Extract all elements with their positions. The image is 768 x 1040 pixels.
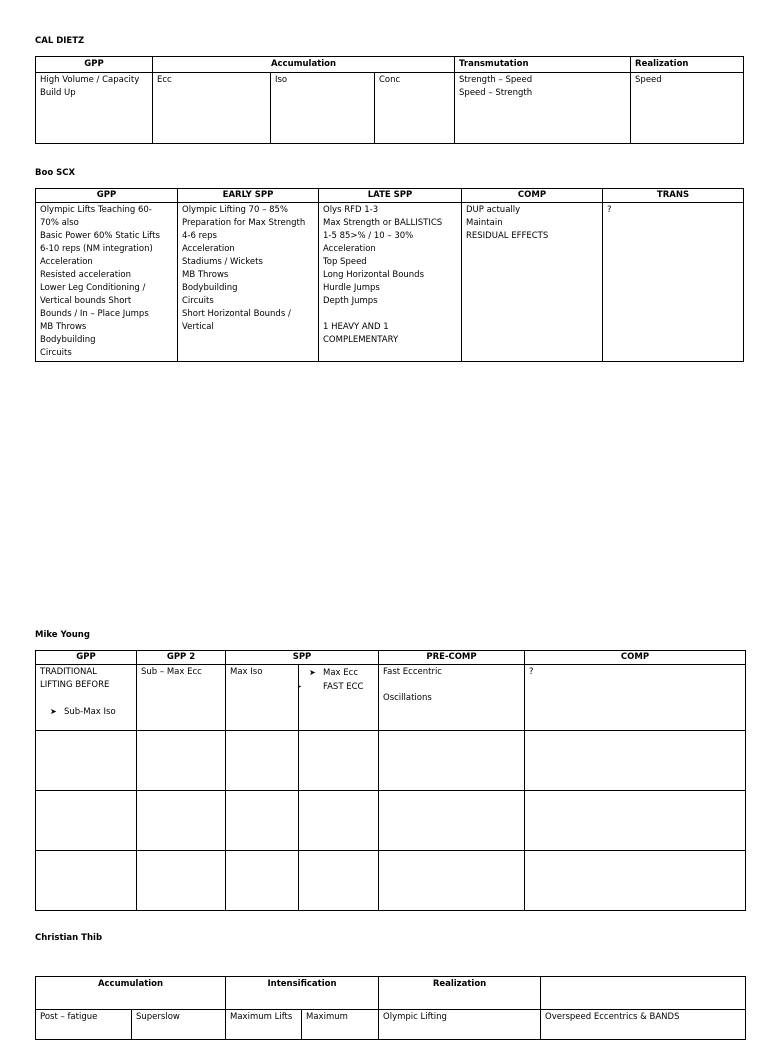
section-title-mike-young: Mike Young <box>35 630 90 640</box>
cell-conc: Conc <box>375 73 455 144</box>
cell-late-spp: Olys RFD 1-3 Max Strength or BALLISTICS 1-5 85>% / 10 – 30% Acceleration Top Speed Long Horizontal Bounds Hurdle Jumps Depth Jumps 1 HEAVY AND 1 COMPLEMENTARY <box>319 203 462 362</box>
section-title-christian-thib: Christian Thib <box>35 933 103 943</box>
empty-cell <box>36 851 137 911</box>
header-gpp: GPP <box>36 57 153 73</box>
cell-gpp: High Volume / Capacity Build Up <box>36 73 153 144</box>
spp-bullet-list <box>303 666 374 694</box>
empty-cell <box>379 851 525 911</box>
empty-cell <box>299 731 379 791</box>
cell-ecc: Ecc <box>153 73 271 144</box>
gpp-bullet-list <box>40 705 132 719</box>
header-comp: COMP <box>525 651 746 665</box>
bullet-item: ➤ FAST ECC <box>309 680 374 694</box>
cal-dietz-table <box>35 56 744 144</box>
cell-early-spp: Olympic Lifting 70 – 85% Preparation for Max Strength 4-6 reps Acceleration Stadiums / Wickets MB Throws Bodybuilding Circuits Short Horizontal Bounds / Vertical <box>178 203 319 362</box>
cell-gpp-2: Sub – Max Ecc <box>137 665 226 731</box>
mike-young-table <box>35 650 746 911</box>
empty-cell <box>137 731 226 791</box>
header-pre-comp: PRE-COMP <box>379 651 525 665</box>
boo-scx-table <box>35 188 744 362</box>
cell-realization: Speed <box>631 73 744 144</box>
header-transmutation: Transmutation <box>455 57 631 73</box>
empty-cell <box>226 731 299 791</box>
cell-transmutation: Strength – Speed Speed – Strength <box>455 73 631 144</box>
cell-comp: ? <box>525 665 746 731</box>
header-trans: TRANS <box>603 189 744 203</box>
cell-gpp: Olympic Lifts Teaching 60- 70% also Basic Power 60% Static Lifts 6-10 reps (NM integration) Acceleration Resisted acceleration Lower Leg Conditioning / Vertical bounds Short Bounds / In – Place Jumps MB Throws Bodybuilding Circuits <box>36 203 178 362</box>
empty-cell <box>299 851 379 911</box>
header-accumulation: Accumulation <box>36 977 226 1010</box>
cell-olympic-lifting: Olympic Lifting <box>379 1010 541 1040</box>
empty-cell <box>226 851 299 911</box>
header-comp: COMP <box>462 189 603 203</box>
header-late-spp: LATE SPP <box>319 189 462 203</box>
header-spp: SPP <box>226 651 379 665</box>
empty-cell <box>525 731 746 791</box>
cell-spp-bullets <box>299 665 379 731</box>
cell-comp: DUP actually Maintain RESIDUAL EFFECTS <box>462 203 603 362</box>
christian-thib-table <box>35 976 746 1040</box>
gpp-text: TRADITIONAL LIFTING BEFORE <box>40 667 110 690</box>
header-gpp-2: GPP 2 <box>137 651 226 665</box>
empty-cell <box>379 791 525 851</box>
header-realization: Realization <box>631 57 744 73</box>
cell-maximum-lifts: Maximum Lifts <box>226 1010 302 1040</box>
header-accumulation: Accumulation <box>153 57 455 73</box>
empty-cell <box>36 731 137 791</box>
empty-cell <box>137 791 226 851</box>
header-gpp: GPP <box>36 189 178 203</box>
section-title-boo-scx: Boo SCX <box>35 168 76 178</box>
header-gpp: GPP <box>36 651 137 665</box>
empty-cell <box>36 791 137 851</box>
section-title-cal-dietz: CAL DIETZ <box>35 36 85 46</box>
empty-cell <box>299 791 379 851</box>
cell-post-fatigue: Post – fatigue <box>36 1010 132 1040</box>
empty-cell <box>226 791 299 851</box>
cell-pre-comp: Fast Eccentric Oscillations <box>379 665 525 731</box>
header-intensification: Intensification <box>226 977 379 1010</box>
empty-cell <box>379 731 525 791</box>
cell-spp-iso: Max Iso <box>226 665 299 731</box>
header-early-spp: EARLY SPP <box>178 189 319 203</box>
header-blank <box>541 977 746 1010</box>
cell-gpp <box>36 665 137 731</box>
cell-maximum: Maximum <box>302 1010 379 1040</box>
bullet-item: ➤ Sub-Max Iso <box>50 705 132 719</box>
empty-cell <box>525 791 746 851</box>
bullet-item: ➤ Max Ecc <box>309 666 374 680</box>
cell-superslow: Superslow <box>132 1010 226 1040</box>
empty-cell <box>525 851 746 911</box>
header-realization: Realization <box>379 977 541 1010</box>
cell-overspeed-eccentrics: Overspeed Eccentrics & BANDS <box>541 1010 746 1040</box>
cell-iso: Iso <box>271 73 375 144</box>
cell-trans: ? <box>603 203 744 362</box>
empty-cell <box>137 851 226 911</box>
